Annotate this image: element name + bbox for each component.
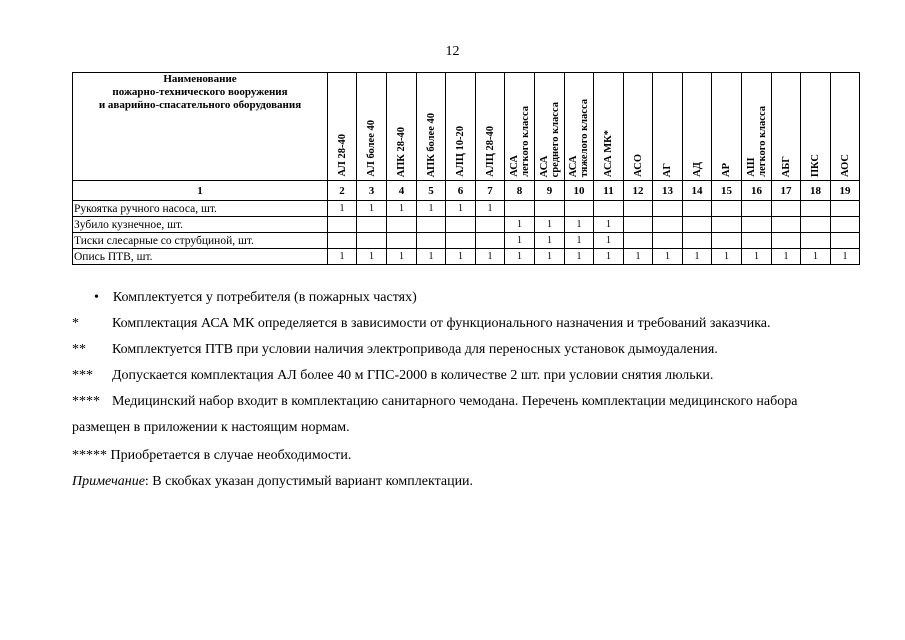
column-header-15 xyxy=(712,73,742,181)
quantity-cell: 1 xyxy=(831,249,860,265)
footnote-5-text: Приобретается в случае необходимости. xyxy=(110,448,352,463)
column-number-row xyxy=(73,181,860,201)
column-header-14 xyxy=(683,73,712,181)
column-header-line: среднего класса xyxy=(549,101,561,177)
table-row xyxy=(73,201,860,217)
name-header-line-1: Наименование xyxy=(163,73,237,85)
quantity-cell xyxy=(712,217,742,233)
quantity-cell xyxy=(476,233,505,249)
quantity-cell: 1 xyxy=(417,249,446,265)
column-header-9 xyxy=(535,73,565,181)
column-number: 13 xyxy=(653,181,683,201)
quantity-cell: 1 xyxy=(535,249,565,265)
column-number: 18 xyxy=(801,181,831,201)
quantity-cell xyxy=(831,233,860,249)
column-header-line: АСА xyxy=(508,155,520,177)
quantity-cell: 1 xyxy=(801,249,831,265)
quantity-cell xyxy=(446,217,476,233)
quantity-cell xyxy=(328,217,357,233)
table-row xyxy=(73,217,860,233)
remark xyxy=(72,474,473,490)
column-number: 9 xyxy=(535,181,565,201)
quantity-cell xyxy=(742,217,772,233)
name-column-header xyxy=(73,73,328,181)
column-header-line: АСА xyxy=(568,155,579,177)
footnote-4-continued xyxy=(72,420,350,436)
column-number: 3 xyxy=(357,181,387,201)
column-header-line: АЛ 28-40 xyxy=(336,134,348,177)
bullet-marker: • xyxy=(94,290,99,305)
quantity-cell xyxy=(653,217,683,233)
quantity-cell: 1 xyxy=(772,249,801,265)
footnote-1-marker: * xyxy=(72,316,79,331)
footnote-4-text: Медицинский набор входит в комплектацию санитарного чемодана. Перечень комплектации медицинского набора xyxy=(112,394,798,409)
column-number: 2 xyxy=(328,181,357,201)
quantity-cell xyxy=(565,201,594,217)
column-header-line: АГ xyxy=(662,162,673,177)
quantity-cell: 1 xyxy=(712,249,742,265)
column-number: 17 xyxy=(772,181,801,201)
column-header-6 xyxy=(446,73,476,181)
quantity-cell xyxy=(328,233,357,249)
quantity-cell: 1 xyxy=(505,217,535,233)
quantity-cell xyxy=(683,201,712,217)
column-header-line: тяжелого класса xyxy=(579,98,590,177)
table-header-row xyxy=(73,73,860,181)
quantity-cell: 1 xyxy=(742,249,772,265)
column-header-13 xyxy=(653,73,683,181)
column-header-line: легкого класса xyxy=(519,106,531,177)
column-number: 8 xyxy=(505,181,535,201)
quantity-cell: 1 xyxy=(505,233,535,249)
quantity-cell xyxy=(505,201,535,217)
quantity-cell: 1 xyxy=(594,217,624,233)
column-number: 11 xyxy=(594,181,624,201)
column-header-5 xyxy=(417,73,446,181)
name-header-line-3: и аварийно-спасательного оборудования xyxy=(98,99,302,111)
quantity-cell xyxy=(683,233,712,249)
quantity-cell: 1 xyxy=(387,249,417,265)
column-header-line: ПКС xyxy=(810,153,821,177)
table-row xyxy=(73,249,860,265)
quantity-cell xyxy=(801,201,831,217)
quantity-cell xyxy=(742,201,772,217)
quantity-cell xyxy=(831,217,860,233)
remark-text: : В скобках указан допустимый вариант комплектации. xyxy=(144,474,474,489)
column-header-line: АПК более 40 xyxy=(425,112,437,177)
quantity-cell: 1 xyxy=(328,201,357,217)
quantity-cell xyxy=(772,201,801,217)
column-number: 5 xyxy=(417,181,446,201)
quantity-cell: 1 xyxy=(357,201,387,217)
column-header-line: АД xyxy=(691,162,703,177)
column-header-11 xyxy=(594,73,624,181)
footnote-4 xyxy=(72,394,797,410)
quantity-cell xyxy=(712,201,742,217)
quantity-cell xyxy=(387,217,417,233)
quantity-cell xyxy=(831,201,860,217)
column-header-line: АСА МК* xyxy=(603,129,614,177)
column-number: 12 xyxy=(624,181,653,201)
column-header-line: легкого класса xyxy=(756,106,768,177)
footnote-5 xyxy=(72,448,351,464)
column-header-line: АР xyxy=(721,163,732,177)
column-number: 1 xyxy=(73,181,328,201)
quantity-cell xyxy=(624,201,653,217)
footnote-5-marker: ***** xyxy=(72,448,107,463)
quantity-cell xyxy=(683,217,712,233)
quantity-cell xyxy=(357,217,387,233)
quantity-cell: 1 xyxy=(565,249,594,265)
column-header-line: АЛ более 40 xyxy=(366,120,377,177)
quantity-cell: 1 xyxy=(387,201,417,217)
column-header-3 xyxy=(357,73,387,181)
quantity-cell xyxy=(417,233,446,249)
quantity-cell: 1 xyxy=(446,249,476,265)
footnote-4-text-2: размещен в приложении к настоящим нормам. xyxy=(72,420,350,435)
column-number: 15 xyxy=(712,181,742,201)
item-name: Зубило кузнечное, шт. xyxy=(73,217,328,233)
quantity-cell: 1 xyxy=(328,249,357,265)
column-header-16 xyxy=(742,73,772,181)
quantity-cell: 1 xyxy=(476,201,505,217)
footnote-2-text: Комплектуется ПТВ при условии наличия электропривода для переносных установок дымоудаления. xyxy=(112,342,718,357)
quantity-cell xyxy=(446,233,476,249)
column-number: 14 xyxy=(683,181,712,201)
column-header-line: АСА xyxy=(538,155,550,177)
quantity-cell: 1 xyxy=(417,201,446,217)
column-header-line: АЛЦ 28-40 xyxy=(484,126,496,177)
quantity-cell: 1 xyxy=(594,249,624,265)
page-number: 12 xyxy=(445,44,460,59)
quantity-cell xyxy=(535,201,565,217)
footnote-2-marker: ** xyxy=(72,342,86,357)
quantity-cell: 1 xyxy=(683,249,712,265)
quantity-cell xyxy=(653,233,683,249)
footnote-3 xyxy=(72,368,713,384)
column-header-7 xyxy=(476,73,505,181)
quantity-cell xyxy=(801,217,831,233)
column-header-18 xyxy=(801,73,831,181)
remark-label: Примечание xyxy=(72,474,145,489)
quantity-cell xyxy=(624,233,653,249)
footnote-3-marker: *** xyxy=(72,368,93,383)
column-number: 10 xyxy=(565,181,594,201)
column-number: 6 xyxy=(446,181,476,201)
name-header-line-2: пожарно-технического вооружения xyxy=(112,86,288,98)
equipment-norms-table xyxy=(72,72,860,265)
column-header-8 xyxy=(505,73,535,181)
quantity-cell: 1 xyxy=(535,233,565,249)
item-name: Опись ПТВ, шт. xyxy=(73,249,328,265)
column-header-line: АПК 28-40 xyxy=(396,126,407,177)
table-row xyxy=(73,233,860,249)
quantity-cell: 1 xyxy=(594,233,624,249)
column-header-19 xyxy=(831,73,860,181)
quantity-cell: 1 xyxy=(476,249,505,265)
footnote-bullet xyxy=(94,290,417,306)
quantity-cell xyxy=(742,233,772,249)
quantity-cell xyxy=(594,201,624,217)
quantity-cell xyxy=(772,233,801,249)
column-header-10 xyxy=(565,73,594,181)
quantity-cell xyxy=(801,233,831,249)
quantity-cell: 1 xyxy=(357,249,387,265)
column-header-line: АЛЦ 10-20 xyxy=(455,126,466,177)
column-header-2 xyxy=(328,73,357,181)
footnote-3-text: Допускается комплектация АЛ более 40 м ГПС-2000 в количестве 2 шт. при условии снятия люльки. xyxy=(112,368,714,383)
quantity-cell: 1 xyxy=(565,217,594,233)
quantity-cell: 1 xyxy=(505,249,535,265)
column-number: 4 xyxy=(387,181,417,201)
column-number: 7 xyxy=(476,181,505,201)
column-header-line: АОС xyxy=(839,154,851,177)
footnote-2 xyxy=(72,342,718,358)
column-header-line: АСО xyxy=(632,154,644,177)
footnote-bullet-text: Комплектуется у потребителя (в пожарных частях) xyxy=(112,290,417,305)
quantity-cell: 1 xyxy=(624,249,653,265)
item-name: Рукоятка ручного насоса, шт. xyxy=(73,201,328,217)
footnote-4-marker: **** xyxy=(72,394,100,409)
footnote-1 xyxy=(72,316,771,332)
column-header-12 xyxy=(624,73,653,181)
quantity-cell xyxy=(772,217,801,233)
column-header-17 xyxy=(772,73,801,181)
column-number: 19 xyxy=(831,181,860,201)
column-number: 16 xyxy=(742,181,772,201)
item-name: Тиски слесарные со струбциной, шт. xyxy=(73,233,328,249)
quantity-cell: 1 xyxy=(446,201,476,217)
column-header-line: АБГ xyxy=(780,155,792,177)
quantity-cell xyxy=(476,217,505,233)
quantity-cell: 1 xyxy=(535,217,565,233)
quantity-cell xyxy=(653,201,683,217)
footnote-1-text: Комплектация АСА МК определяется в зависимости от функционального назначения и требований заказчика. xyxy=(112,316,771,331)
quantity-cell xyxy=(712,233,742,249)
column-header-4 xyxy=(387,73,417,181)
quantity-cell xyxy=(417,217,446,233)
quantity-cell xyxy=(624,217,653,233)
quantity-cell: 1 xyxy=(653,249,683,265)
quantity-cell: 1 xyxy=(565,233,594,249)
column-header-line: АШ xyxy=(745,157,757,177)
quantity-cell xyxy=(387,233,417,249)
quantity-cell xyxy=(357,233,387,249)
